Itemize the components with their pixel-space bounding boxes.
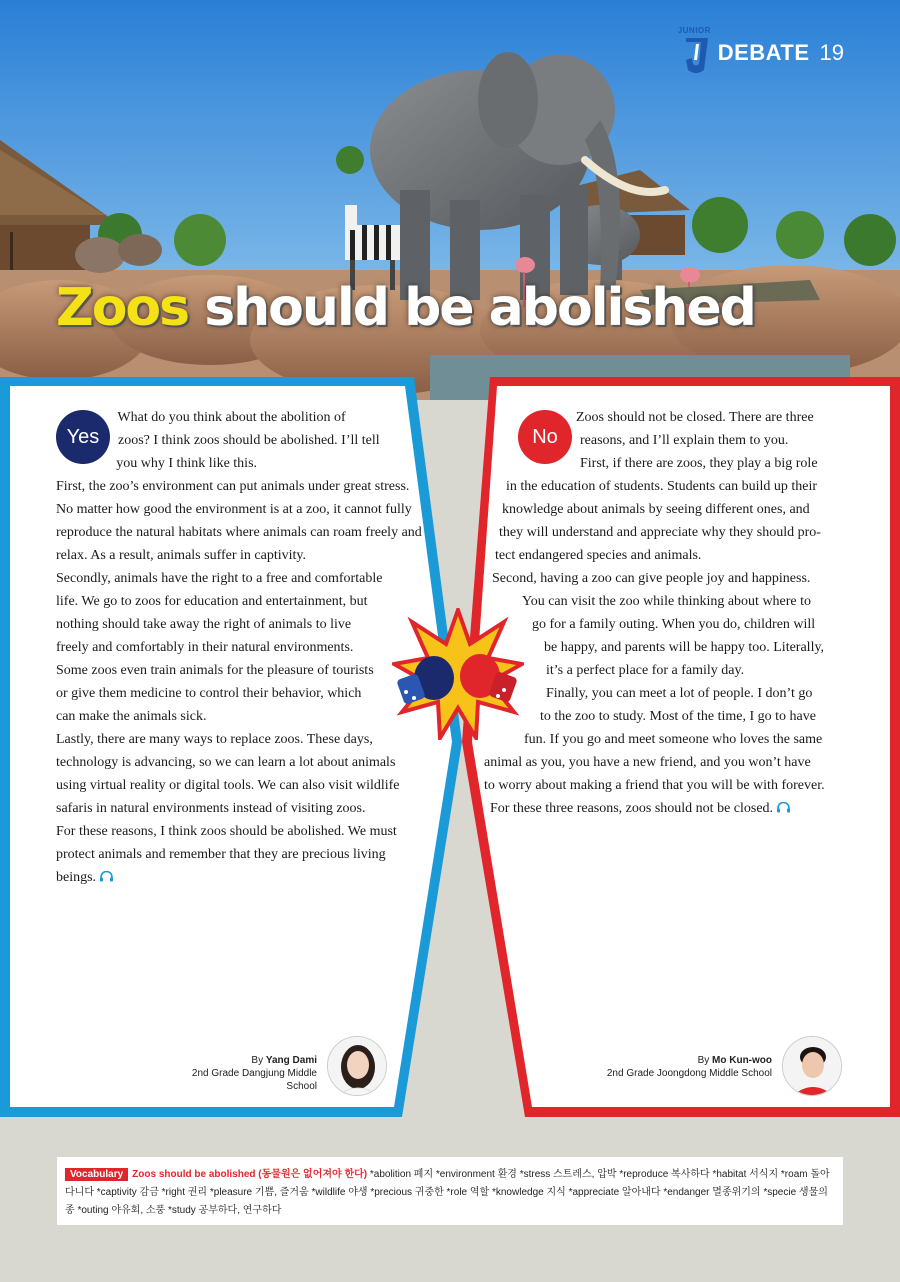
line: fun. If you go and meet someone who loves the same [524,732,823,747]
debate-panels [0,372,900,1122]
author-name: Yang Dami [265,1055,317,1066]
vocabulary-box [57,1157,843,1225]
line: Second, having a zoo can give people joy and happiness. [492,571,811,586]
closing-text: For these three reasons, zoos should not be closed. [490,801,774,816]
no-badge: No [518,410,572,464]
byline-prefix: By [697,1055,710,1066]
paragraph: First, the zoo’s environment can put animals under great stress. No matter how good the environment is at a zoo, it cannot fully reproduce the natural habitats where animals can roam freely and relax. As a result, animals suffer in captivity. [56,479,422,563]
line: to the zoo to study. Most of the time, I go to have [540,709,816,724]
line: reasons, and I’ll explain them to you. [580,433,789,448]
line: it’s a perfect place for a family day. [546,663,745,678]
fight-graphic [392,608,524,740]
junior-logo-icon [677,26,712,76]
line [484,797,844,820]
byline-prefix: By [251,1055,264,1066]
vocabulary-list: *abolition 폐지 *environment 환경 *stress 스트레스, 압박 *reproduce 복사하다 *habitat 서식지 *roam 돌아다니다 *captivity 감금 *right 권리 *pleasure 기쁨, 즐거움 *wildlife 야생 *precious 귀중한 *role 역할 *knowledge 지식 *appreciate 알아내다 *endanger 멸종위기의 *specie 생물의 종 *outing 야유회, 소풍 *study 공부하다, 연구하다 [65,1169,830,1216]
line: they will understand and appreciate why they should pro- [499,525,821,540]
line: knowledge about animals by seeing different ones, and [502,502,810,517]
paragraph [56,820,428,889]
brand-mark [677,26,844,76]
line: First, if there are zoos, they play a big role [580,456,818,471]
headphone-icon[interactable] [99,871,114,882]
yes-author-byline [160,1054,317,1093]
line: You can visit the zoo while thinking about where to [522,594,812,609]
intro-line: zoos? I think zoos should be abolished. I’ll tell [118,433,380,448]
line: go for a family outing. When you do, children will [532,617,816,632]
title-highlight: Zoos [56,278,189,338]
intro-line: What do you think about the abolition of [117,410,346,425]
author-name: Mo Kun-woo [712,1055,772,1066]
logo-small-text: JUNIOR [677,26,711,35]
vocabulary-tag: Vocabulary [65,1168,128,1181]
page-number: 19 [819,40,844,65]
section-label: DEBATE [717,40,810,65]
author-school: 2nd Grade Dangjung Middle School [191,1068,317,1092]
no-article [484,406,844,820]
line: be happy, and parents will be happy too. Literally, [544,640,825,655]
paragraph: Secondly, animals have the right to a free and comfortable life. We go to zoos for education and entertainment, but nothing should take away the right of animals to live freely and comfortably in their natural environments. Some zoos even train animals for the pleasure of tourists or give them medicine to control their behavior, which can make the animals sick. [56,571,383,724]
line: in the education of students. Students can build up their [506,479,818,494]
intro-line: you why I think like this. [116,456,258,471]
page-title [56,278,755,338]
line: to worry about making a friend that you will be with forever. [484,778,825,793]
line: Finally, you can meet a lot of people. I don’t go [546,686,813,701]
yes-badge: Yes [56,410,110,464]
line: Zoos should not be closed. There are three [576,410,814,425]
avatar [327,1036,387,1096]
line: animal as you, you have a new friend, and you won’t have [484,755,811,770]
no-author-byline [600,1054,772,1080]
author-school: 2nd Grade Joongdong Middle School [606,1068,772,1079]
headphone-icon[interactable] [776,802,791,813]
closing-text: For these reasons, I think zoos should be abolished. We must protect animals and remember that they are precious living beings. [56,824,397,885]
title-rest: should be abolished [188,278,755,338]
paragraph: Lastly, there are many ways to replace zoos. These days, technology is advancing, so we can learn a lot about animals using virtual reality or digital tools. We can also visit wildlife safaris in natural environments instead of visiting zoos. [56,732,400,816]
avatar [782,1036,842,1096]
yes-article [56,406,428,889]
vocabulary-title: Zoos should be abolished (동물원은 없어져야 한다) [132,1169,368,1180]
line: tect endangered species and animals. [495,548,702,563]
